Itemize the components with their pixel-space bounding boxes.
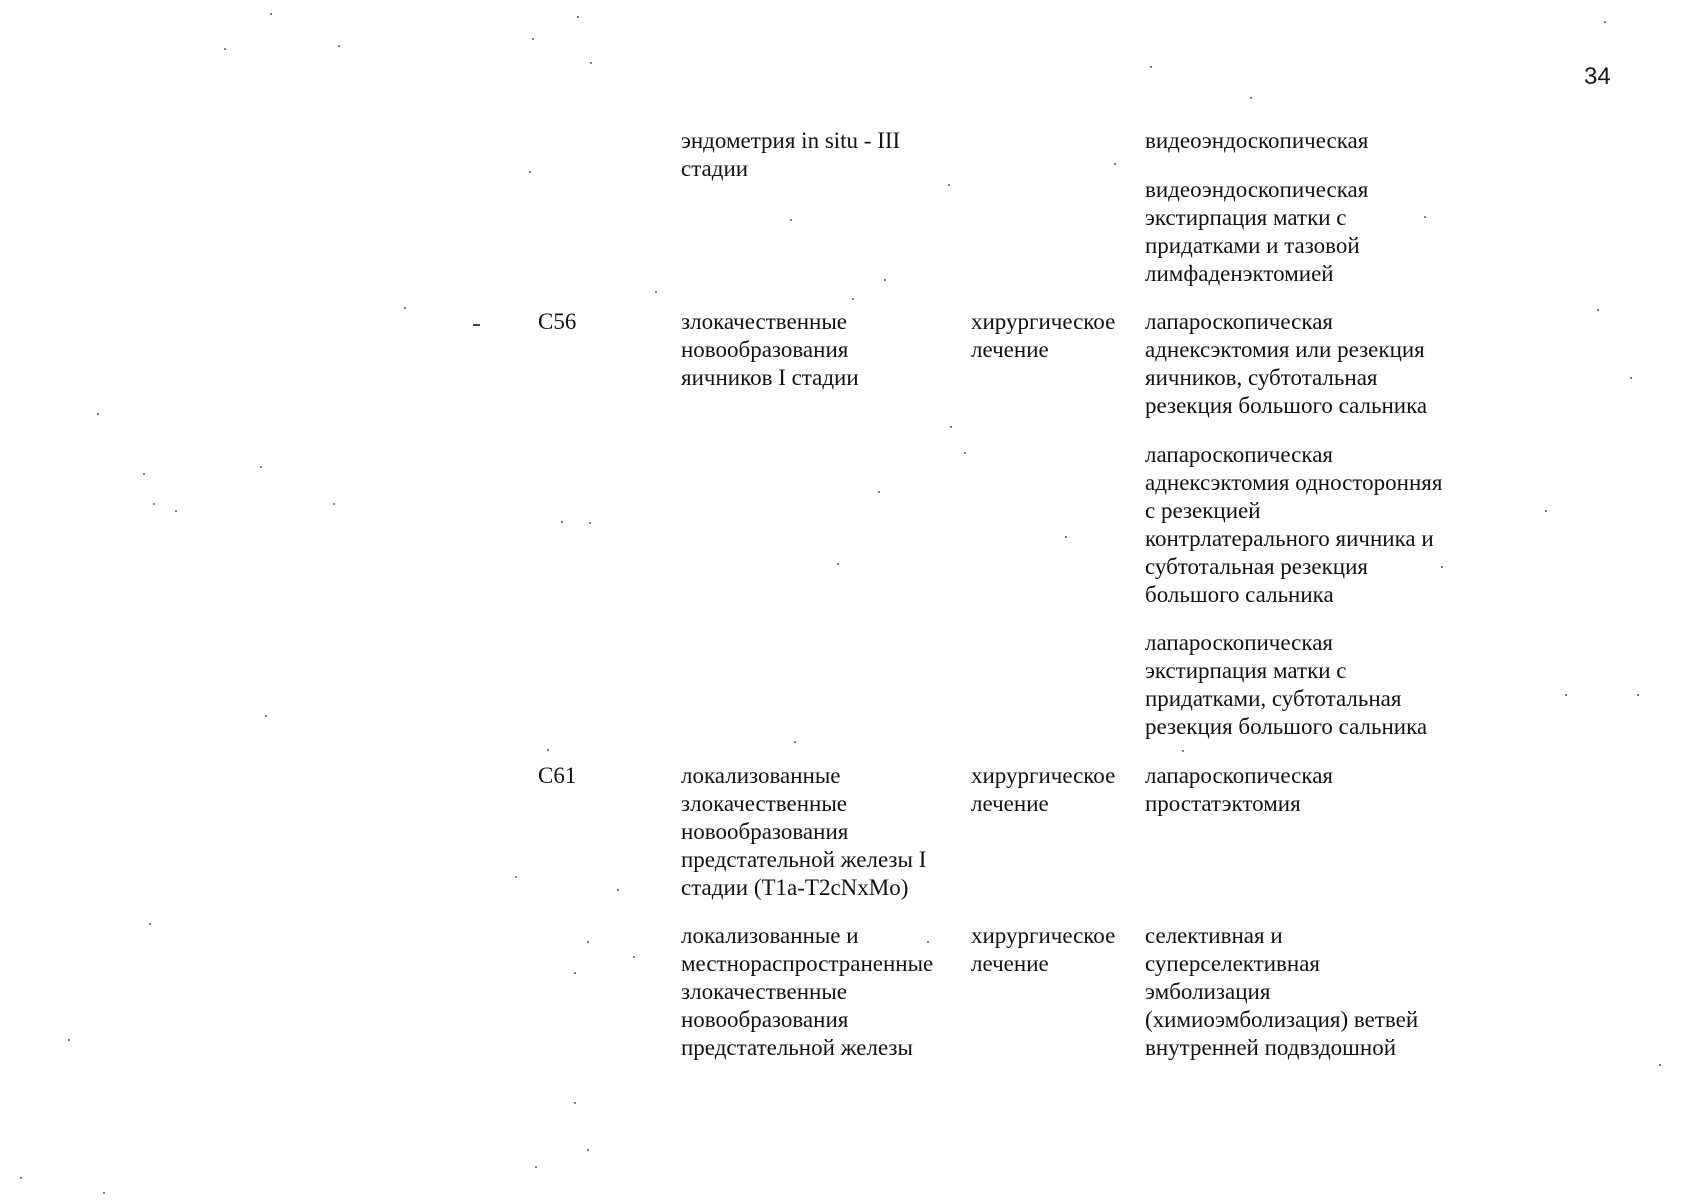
scan-speck (270, 13, 272, 15)
scan-speck (103, 1192, 105, 1194)
scan-speck (535, 1166, 537, 1168)
scan-speck (1150, 66, 1152, 68)
row-1-code: C56 (538, 309, 577, 334)
scan-speck (1441, 566, 1443, 568)
scan-speck (794, 741, 796, 743)
scan-speck (515, 876, 517, 878)
scan-speck (577, 16, 579, 18)
scan-speck (655, 291, 657, 293)
row-1-method-1: лапароскопическая аднексэктомия односторонняя с резекцией контрлатерального яичника и субтотальная резекция большого сальника (1145, 442, 1443, 607)
scan-speck (153, 503, 155, 505)
page-number: 34 (1584, 63, 1611, 90)
row-1-method-0: лапароскопическая аднексэктомия или резекция яичников, субтотальная резекция большого сальника (1145, 309, 1428, 418)
scan-speck (143, 473, 145, 475)
row-1-method-2: лапароскопическая экстирпация матки с придатками, субтотальная резекция большого сальника (1145, 630, 1428, 739)
scan-speck (20, 1177, 22, 1179)
scan-speck (265, 715, 267, 717)
scan-speck (617, 889, 619, 891)
scan-speck (1182, 750, 1184, 752)
scan-speck (561, 521, 563, 523)
scan-speck (1065, 536, 1067, 538)
scan-speck (149, 923, 151, 925)
row-2-method-0: лапароскопическая простатэктомия (1145, 763, 1333, 816)
scan-speck (1250, 97, 1252, 99)
scan-speck (590, 62, 592, 64)
scan-speck (587, 941, 589, 943)
scan-speck (1659, 1064, 1661, 1066)
scan-speck (884, 279, 886, 281)
scan-speck (529, 171, 531, 173)
row-3-treatment-type: хирургическое лечение (971, 923, 1116, 976)
row-2-diagnosis: локализованные злокачественные новообразования предстательной железы I стадии (T1a-T2cNxMo) (681, 763, 927, 900)
row-3-diagnosis: локализованные и местнораспространенные злокачественные новообразования предстательной железы (681, 923, 934, 1060)
scan-speck (333, 503, 335, 505)
scan-speck (1637, 694, 1639, 696)
scan-speck (633, 956, 635, 958)
scan-speck (547, 749, 549, 751)
scan-speck (948, 184, 950, 186)
row-3-method-0: селективная и суперселективная эмболизация (химиоэмболизация) ветвей внутренней подвздошной (1145, 923, 1419, 1060)
scan-speck (574, 1102, 576, 1104)
scan-speck (790, 219, 792, 221)
row-1-diagnosis: злокачественные новообразования яичников I стадии (681, 309, 859, 390)
scan-speck (878, 491, 880, 493)
row-0-method-1: видеоэндоскопическая экстирпация матки с придатками и тазовой лимфаденэктомией (1145, 177, 1369, 286)
scan-speck (1424, 216, 1426, 218)
scan-speck (927, 941, 929, 943)
row-2-treatment-type: хирургическое лечение (971, 763, 1116, 816)
row-1-treatment-type: хирургическое лечение (971, 309, 1116, 362)
scan-speck (950, 426, 952, 428)
row-0-method-0: видеоэндоскопическая (1145, 128, 1369, 153)
scan-speck (574, 972, 576, 974)
scan-speck (97, 413, 99, 415)
scan-speck (1604, 21, 1606, 23)
scan-speck (964, 452, 966, 454)
scan-speck (852, 298, 854, 300)
scan-speck (260, 466, 262, 468)
scan-speck (1630, 377, 1632, 379)
scan-speck (589, 522, 591, 524)
scan-mark (473, 324, 480, 326)
scan-speck (404, 307, 406, 309)
row-0-diagnosis: эндометрия in situ - III стадии (681, 128, 901, 181)
scan-speck (1545, 510, 1547, 512)
scan-speck (1114, 163, 1116, 165)
scan-speck (175, 510, 177, 512)
scan-speck (338, 45, 340, 47)
scan-speck (1565, 694, 1567, 696)
row-2-code: C61 (538, 763, 577, 788)
scan-speck (1597, 309, 1599, 311)
scan-speck (224, 48, 226, 50)
scan-speck (837, 563, 839, 565)
scan-speck (587, 1149, 589, 1151)
scan-speck (68, 1039, 70, 1041)
scan-speck (532, 38, 534, 40)
